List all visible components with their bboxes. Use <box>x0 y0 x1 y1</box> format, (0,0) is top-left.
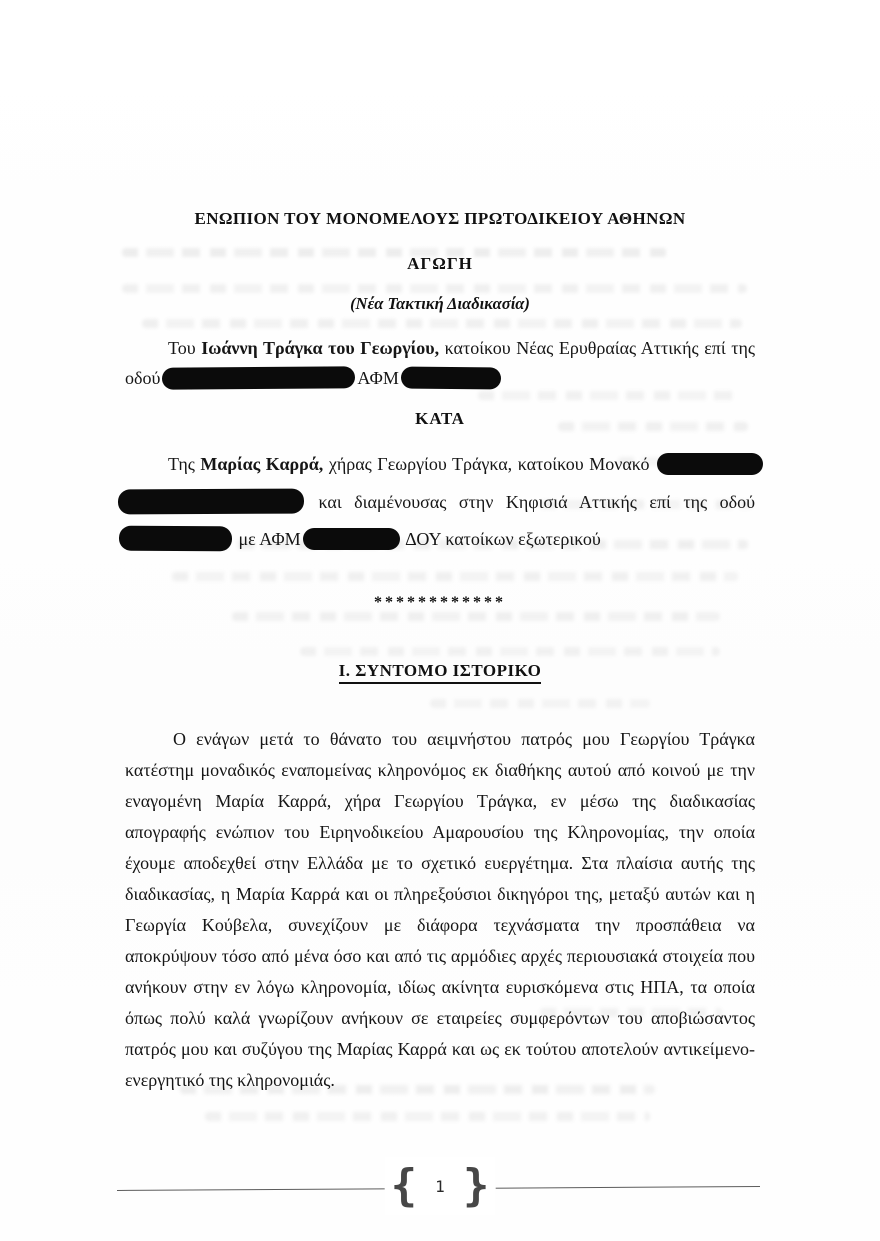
defendant-afm-label: με ΑΦΜ <box>238 529 301 549</box>
defendant-line-1 <box>125 452 755 476</box>
redaction-bar-street2 <box>119 526 232 552</box>
plaintiff-line-1 <box>125 336 755 360</box>
page-number-badge <box>385 1157 496 1215</box>
bleed-through-artifact <box>205 1112 650 1121</box>
defendant-intro: Της <box>168 454 195 474</box>
plaintiff-details: κατοίκου Νέας Ερυθραίας Αττικής επί της <box>444 338 756 358</box>
bleed-through-artifact <box>122 284 747 293</box>
plaintiff-intro: Του <box>168 338 196 358</box>
plaintiff-afm-label: ΑΦΜ <box>357 368 399 388</box>
defendant-line-3 <box>125 526 755 551</box>
redaction-bar-afm2 <box>303 528 400 550</box>
kata-heading: ΚΑΤΑ <box>415 409 465 428</box>
right-brace: } <box>462 1160 490 1211</box>
redaction-bar-afm <box>401 367 501 390</box>
procedure-note: (Νέα Τακτική Διαδικασία) <box>350 294 530 313</box>
bleed-through-artifact <box>142 319 742 328</box>
asterisk-separator: ************ <box>374 594 506 611</box>
plaintiff-street-label: οδού <box>125 368 161 388</box>
bleed-through-artifact <box>430 699 650 708</box>
redaction-bar-address <box>118 489 304 515</box>
defendant-residence: και διαμένουσας στην Κηφισιά Αττικής επί της οδού <box>318 492 756 512</box>
defendant-name: Μαρίας Καρρά, <box>200 454 324 474</box>
bleed-through-artifact <box>300 647 720 656</box>
defendant-line-2 <box>125 489 755 514</box>
bleed-through-artifact <box>232 612 720 621</box>
section-heading-text: Ι. ΣΥΝΤΟΜΟ ΙΣΤΟΡΙΚΟ <box>339 661 542 684</box>
defendant-details: χήρας Γεωργίου Τράγκα, κατοίκου Μονακό <box>328 454 650 474</box>
body-paragraph: Ο ενάγων μετά το θάνατο του αειμνήστου πατρός μου Γεωργίου Τράγκα κατέστημ μοναδικός εναπομείνας κληρονόμος εκ διαθήκης αυτού από κοινού με την εναγομένη Μαρία Καρρά, χήρα Γεωργίου Τράγκα, εν μέσω της διαδικασίας απογραφής ενώπιον του Ειρηνοδικείου Αμαρουσίου της Κληρονομίας, την οποία έχουμε αποδεχθεί στην Ελλάδα με το σχετικό ευεργέτημα. Στα πλαίσια αυτής της διαδικασίας, η Μαρία Καρρά και οι πληρεξούσιοι δικηγόροι της, μεταξύ αυτών και η Γεωργία Κούβελα, συνεχίζουν με διάφορα τεχνάσματα την προσπάθεια να αποκρύψουν τόσο από μένα όσο και από τις αρμόδιες αρχές περιουσιακά στοιχεία που ανήκουν στην εν λόγω κληρονομία, ιδίως ακίνητα ευρισκόμενα στις ΗΠΑ, τα οποία όπως πολύ καλά γνωρίζουν ανήκουν σε εταιρείες συμφερόντων του αποβιώσαντος πατρός μου και συζύγου της Μαρίας Καρρά και ως εκ τούτου αποτελούν αντικείμενο-ενεργητικό της κληρονομιάς. <box>125 729 755 1090</box>
redaction-bar-monaco <box>657 453 763 475</box>
court-title: ΕΝΩΠΙΟΝ ΤΟΥ ΜΟΝΟΜΕΛΟΥΣ ΠΡΩΤΟΔΙΚΕΙΟΥ ΑΘΗΝΩΝ <box>194 209 686 228</box>
page-number: 1 <box>435 1176 445 1196</box>
plaintiff-line-2 <box>125 366 755 390</box>
left-brace: { <box>390 1160 418 1211</box>
bleed-through-artifact <box>478 391 740 400</box>
section-heading <box>125 661 755 684</box>
bleed-through-artifact <box>172 572 738 581</box>
redaction-bar-street <box>162 366 355 389</box>
action-title: ΑΓΩΓΗ <box>407 254 473 273</box>
defendant-doy: ΔΟΥ κατοίκων εξωτερικού <box>405 529 601 549</box>
plaintiff-name: Ιωάννη Τράγκα του Γεωργίου, <box>201 338 440 358</box>
